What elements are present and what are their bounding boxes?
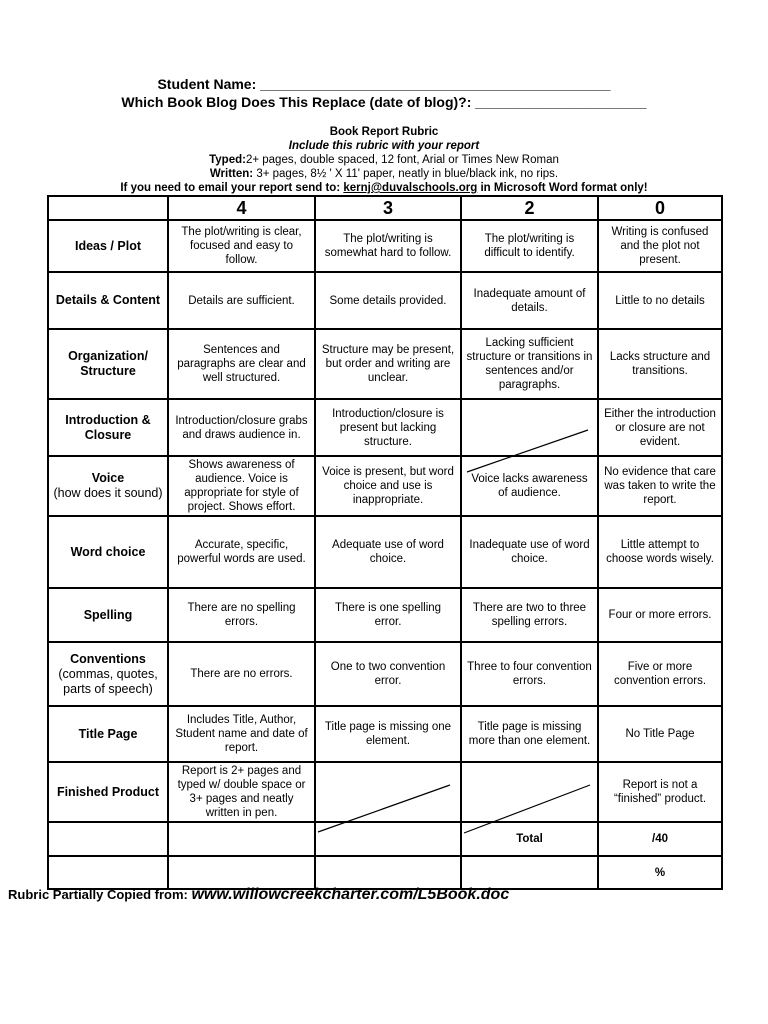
- footer-label: Rubric Partially Copied from:: [8, 887, 192, 902]
- student-name-line: Student Name: _____________________________________________: [157, 76, 611, 92]
- rubric-cell: Voice is present, but word choice and use is inappropriate.: [315, 456, 461, 516]
- rubric-cell: Voice lacks awareness of audience.: [461, 456, 598, 516]
- rubric-cell: The plot/writing is somewhat hard to follow.: [315, 220, 461, 272]
- score-2: 2: [461, 196, 598, 220]
- category-cell: Ideas / Plot: [48, 220, 168, 272]
- total-label: Total: [461, 822, 598, 856]
- table-row: [48, 588, 722, 642]
- rubric-cell: Report is 2+ pages and typed w/ double space or 3+ pages and neatly written in pen.: [168, 762, 315, 822]
- rubric-cell: The plot/writing is clear, focused and easy to follow.: [168, 220, 315, 272]
- email-instructions: [0, 181, 768, 195]
- percent-row: [48, 856, 722, 889]
- score-header-row: [48, 196, 722, 220]
- include-note: Include this rubric with your report: [288, 140, 480, 152]
- email-pre: If you need to email your report send to:: [120, 182, 344, 194]
- rubric-cell: Adequate use of word choice.: [315, 516, 461, 588]
- rubric-cell: Some details provided.: [315, 272, 461, 329]
- written-requirements: [0, 167, 768, 181]
- rubric-cell: Details are sufficient.: [168, 272, 315, 329]
- percent-value: %: [598, 856, 722, 889]
- rubric-cell: Five or more convention errors.: [598, 642, 722, 706]
- category-cell: Word choice: [48, 516, 168, 588]
- total-value: /40: [598, 822, 722, 856]
- rubric-cell: Either the introduction or closure are not evident.: [598, 399, 722, 456]
- category-cell: Voice (how does it sound): [48, 456, 168, 516]
- rubric-cell-empty: [315, 762, 461, 822]
- email-post: in Microsoft Word format only!: [477, 182, 648, 194]
- rubric-cell: There are no spelling errors.: [168, 588, 315, 642]
- footer-credit: [8, 886, 509, 904]
- rubric-cell: Lacks structure and transitions.: [598, 329, 722, 399]
- rubric-cell-empty: [461, 762, 598, 822]
- table-row: [48, 399, 722, 456]
- typed-text: 2+ pages, double spaced, 12 font, Arial or Times New Roman: [245, 154, 559, 166]
- rubric-cell: There is one spelling error.: [315, 588, 461, 642]
- score-4: 4: [168, 196, 315, 220]
- total-row: [48, 822, 722, 856]
- footer-url[interactable]: www.willowcreekcharter.com/L5Book.doc: [191, 886, 510, 903]
- percent-blank: [48, 856, 168, 889]
- rubric-cell: Introduction/closure is present but lacking structure.: [315, 399, 461, 456]
- rubric-cell: Inadequate amount of details.: [461, 272, 598, 329]
- table-row: [48, 456, 722, 516]
- category-cell: Details & Content: [48, 272, 168, 329]
- rubric-cell: One to two convention error.: [315, 642, 461, 706]
- email-link[interactable]: kernj@duvalschools.org: [343, 182, 478, 194]
- rubric-cell: Lacking sufficient structure or transitions in sentences and/or paragraphs.: [461, 329, 598, 399]
- table-row: [48, 762, 722, 822]
- category-cell: Finished Product: [48, 762, 168, 822]
- score-3: 3: [315, 196, 461, 220]
- rubric-cell: The plot/writing is difficult to identify.: [461, 220, 598, 272]
- rubric-cell: Title page is missing one element.: [315, 706, 461, 762]
- rubric-cell: No evidence that care was taken to write the report.: [598, 456, 722, 516]
- rubric-cell: Little attempt to choose words wisely.: [598, 516, 722, 588]
- rubric-cell: No Title Page: [598, 706, 722, 762]
- rubric-title: Book Report Rubric: [329, 126, 439, 138]
- percent-blank: [461, 856, 598, 889]
- total-blank: [48, 822, 168, 856]
- rubric-cell: Little to no details: [598, 272, 722, 329]
- rubric-cell: Report is not a “finished” product.: [598, 762, 722, 822]
- table-row: [48, 220, 722, 272]
- table-row: [48, 516, 722, 588]
- category-sub: (how does it sound): [53, 486, 163, 500]
- percent-blank: [168, 856, 315, 889]
- rubric-cell: Introduction/closure grabs and draws audience in.: [168, 399, 315, 456]
- category-cell: Title Page: [48, 706, 168, 762]
- table-row: [48, 329, 722, 399]
- rubric-cell: There are two to three spelling errors.: [461, 588, 598, 642]
- rubric-cell: Includes Title, Author, Student name and date of report.: [168, 706, 315, 762]
- category-cell: Introduction & Closure: [48, 399, 168, 456]
- rubric-cell: Four or more errors.: [598, 588, 722, 642]
- rubric-cell: Sentences and paragraphs are clear and well structured.: [168, 329, 315, 399]
- category-cell: Conventions (commas, quotes, parts of speech): [48, 642, 168, 706]
- rubric-table: [47, 195, 723, 890]
- table-row: [48, 706, 722, 762]
- typed-requirements: [0, 153, 768, 167]
- total-blank: [315, 822, 461, 856]
- rubric-cell: Three to four convention errors.: [461, 642, 598, 706]
- category-sub: (commas, quotes, parts of speech): [58, 666, 158, 696]
- typed-label: Typed:: [209, 154, 246, 166]
- blog-replace-line: Which Book Blog Does This Replace (date of blog)?: ______________________: [121, 94, 647, 110]
- written-label: Written:: [209, 168, 254, 180]
- score-0: 0: [598, 196, 722, 220]
- rubric-cell: Accurate, specific, powerful words are used.: [168, 516, 315, 588]
- rubric-cell: Shows awareness of audience. Voice is appropriate for style of project. Shows effort.: [168, 456, 315, 516]
- percent-blank: [315, 856, 461, 889]
- category-cell: Spelling: [48, 588, 168, 642]
- category-cell: Organization/ Structure: [48, 329, 168, 399]
- rubric-cell-empty: [461, 399, 598, 456]
- rubric-cell: Structure may be present, but order and writing are unclear.: [315, 329, 461, 399]
- rubric-cell: Title page is missing more than one element.: [461, 706, 598, 762]
- table-row: [48, 642, 722, 706]
- table-row: [48, 272, 722, 329]
- header-blank: [48, 196, 168, 220]
- written-text: 3+ pages, 8½ ' X 11' paper, neatly in blue/black ink, no rips.: [253, 168, 559, 180]
- rubric-cell: There are no errors.: [168, 642, 315, 706]
- rubric-cell: Writing is confused and the plot not present.: [598, 220, 722, 272]
- total-blank: [168, 822, 315, 856]
- rubric-cell: Inadequate use of word choice.: [461, 516, 598, 588]
